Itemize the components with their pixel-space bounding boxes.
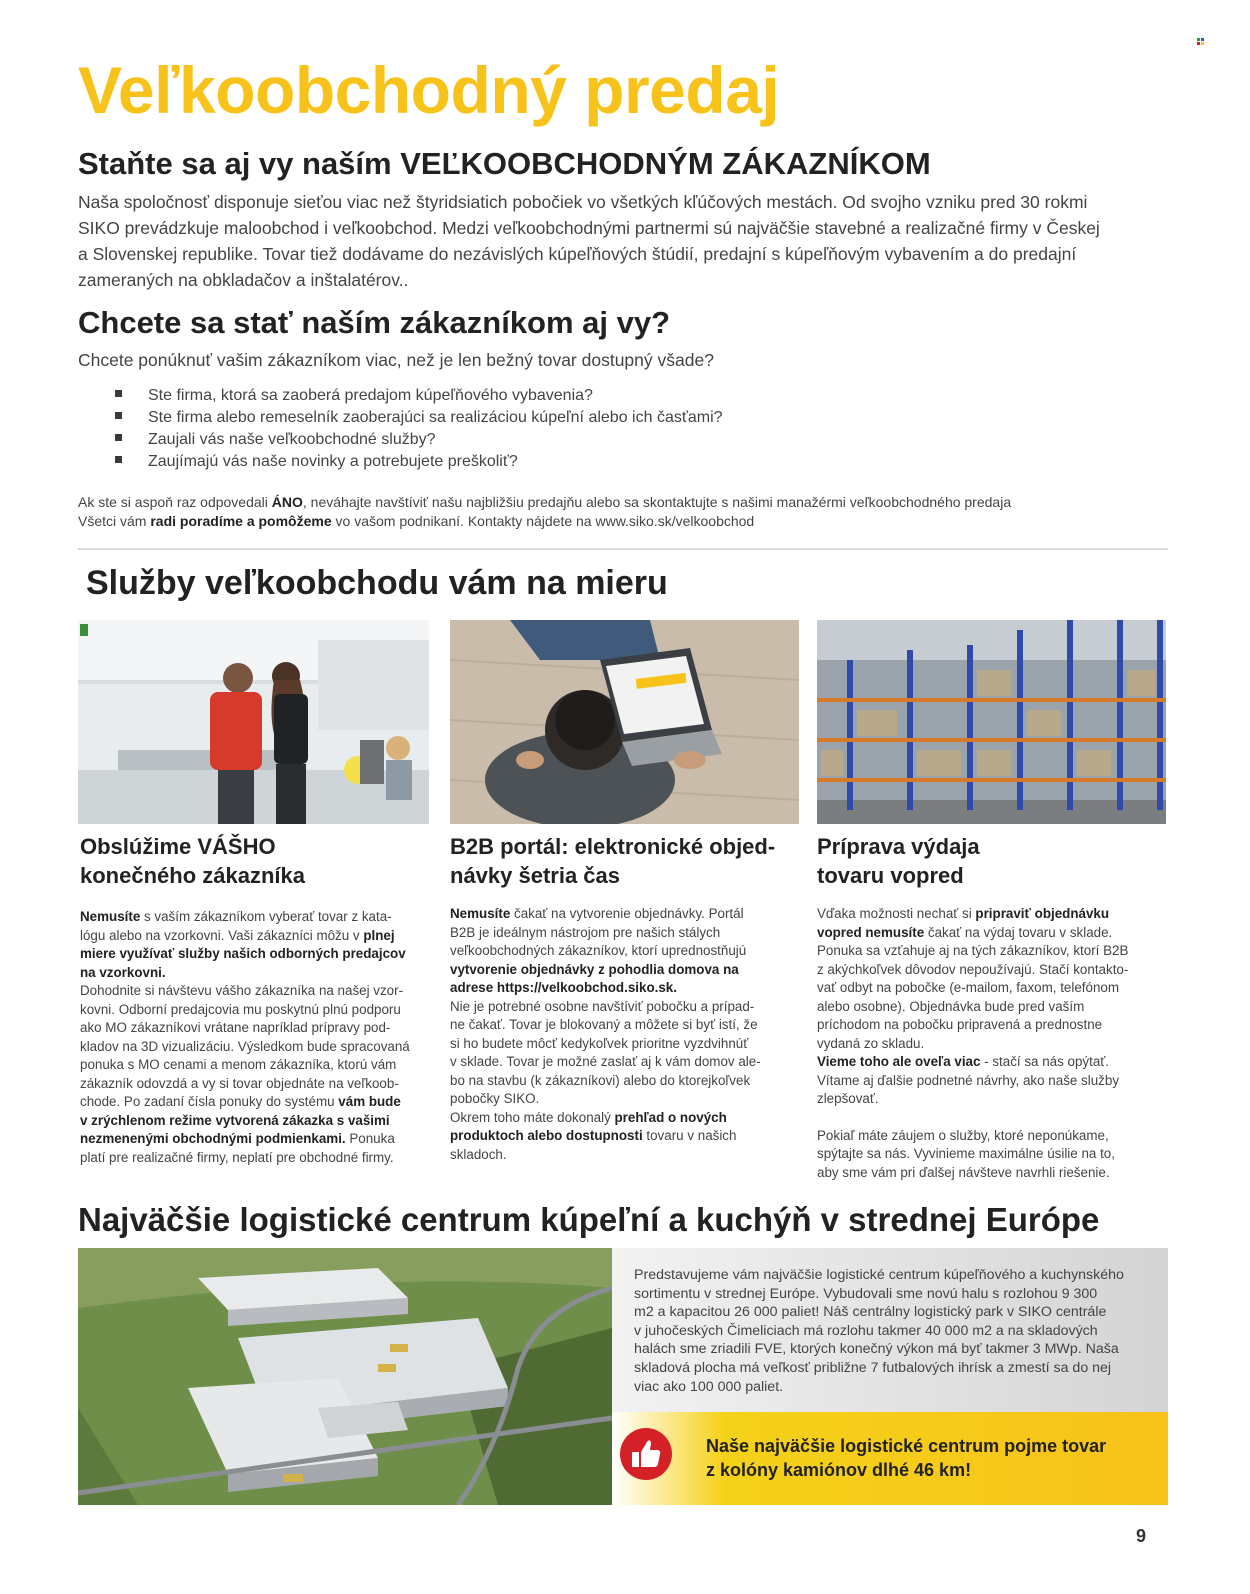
body-text: z akýchkoľvek dôvodov nepoužívajú. Stačí kontakto- <box>817 961 1129 977</box>
body-text: ako MO zákazníkovi vrátane napríklad prípravy pod- <box>80 1020 391 1035</box>
body-text: aby sme vám pri ďalšej návšteve navrhli riešenie. <box>817 1164 1110 1180</box>
showroom-photo <box>78 620 429 824</box>
intro-line: a Slovenskej republike. Tovar tiež dodávame do nezávislých kúpeľňových štúdií, predajní s kúpeľňovým vybavením a do predajní <box>78 244 1077 264</box>
text-line <box>817 1164 1128 1183</box>
note-line <box>78 493 1011 512</box>
text-line <box>450 1109 761 1128</box>
note-emphasis: ÁNO <box>271 494 303 510</box>
service-title-line: tovaru vopred <box>817 863 964 888</box>
logistics-line: halách sme zriadili FVE, ktorých konečný výkon má byť takmer 3 MWp. Naša <box>634 1341 1119 1358</box>
section-divider <box>78 548 1168 550</box>
text-line <box>80 982 410 1001</box>
services-heading: Služby veľkoobchodu vám na mieru <box>86 564 668 602</box>
logistics-line: skladová plocha má veľkosť približne 7 futbalových ihrísk a zmestí sa do nej <box>634 1359 1112 1376</box>
text-line <box>450 1053 761 1072</box>
body-text: lógu alebo na vzorkovni. Vaši zákazníci môžu v <box>80 927 364 943</box>
body-text: v sklade. Tovar je možné zaslať aj k vám domov ale- <box>450 1054 761 1069</box>
aerial-photo <box>78 1248 612 1505</box>
body-text: vydaná zo skladu. <box>817 1035 925 1051</box>
emphasis-text: vám bude <box>338 1094 401 1109</box>
intro-paragraph <box>78 189 1100 293</box>
body-text: zákazník odovzdá a vy si tovar objednáte na veľkoob- <box>80 1075 399 1091</box>
body-text: vať odbyt na pobočke (e-mailom, faxom, telefónom <box>817 980 1119 995</box>
text-line <box>80 1019 410 1038</box>
body-text: ponuka s MO cenami a menom zákazníka, ktorú vám <box>80 1057 397 1072</box>
service-title-2 <box>450 832 775 890</box>
text-line <box>450 1016 761 1035</box>
emphasis-text: plnej <box>363 927 395 943</box>
square-bullet-icon <box>115 390 122 397</box>
body-text: kladov na 3D vizualizáciu. Výsledkom bude spracovaná <box>80 1038 410 1054</box>
warehouse-photo <box>817 620 1166 824</box>
highlight-line: z kolóny kamiónov dlhé 46 km! <box>706 1460 972 1480</box>
note-line <box>78 512 1011 531</box>
logistics-line: m2 a kapacitou 26 000 paliet! Náš centrálny logistický park v SIKO centrále <box>634 1304 1107 1321</box>
body-text: príchodom na pobočku pripravená a prednostne <box>817 1017 1103 1032</box>
list-item <box>115 429 723 451</box>
logistics-heading: Najväčšie logistické centrum kúpeľní a kuchýň v strednej Európe <box>78 1201 1100 1238</box>
text-line <box>80 945 410 964</box>
note-text: Všetci vám <box>78 513 151 529</box>
body-text: skladoch. <box>450 1146 507 1162</box>
emphasis-text: vytvorenie objednávky z pohodlia domova na <box>450 961 739 977</box>
body-text: bo na stavbu (k zákazníkovi) alebo do ktorejkoľvek <box>450 1072 751 1088</box>
join-question: Chcete ponúknuť vašim zákazníkom viac, než je len bežný tovar dostupný všade? <box>78 350 714 370</box>
note-text: Ak ste si aspoň raz odpovedali <box>78 494 272 510</box>
body-text: Okrem toho máte dokonalý <box>450 1109 615 1125</box>
text-line <box>817 1072 1128 1091</box>
list-item <box>115 451 723 473</box>
emphasis-text: Nemusíte <box>450 906 511 921</box>
text-line <box>450 1090 761 1109</box>
text-line <box>450 905 761 924</box>
body-text: tovaru v našich <box>642 1128 737 1143</box>
text-line <box>450 942 761 961</box>
emphasis-text: miere využívať služby našich odborných predajcov <box>80 946 406 961</box>
logistics-line: sortimentu v strednej Európe. Vybudovali sme novú halu s rozlohou 9 300 <box>634 1285 1098 1302</box>
body-text: kovni. Odborní predajcovia mu poskytnú plnú podporu <box>80 1001 401 1017</box>
text-line <box>817 1035 1128 1054</box>
page-number: 9 <box>1136 1526 1147 1546</box>
text-line <box>80 964 410 983</box>
service-text-3 <box>817 905 1128 1182</box>
service-title-line: konečného zákazníka <box>80 863 305 888</box>
text-line <box>817 979 1128 998</box>
join-bullet-list <box>115 385 723 473</box>
bullet-text: Ste firma, ktorá sa zaoberá predajom kúpeľňového vybavenia? <box>148 387 593 404</box>
text-line <box>450 979 761 998</box>
emphasis-text: nezmenenými obchodnými podmienkami. <box>80 1131 346 1146</box>
text-line <box>450 1035 761 1054</box>
text-line <box>817 905 1128 924</box>
text-line <box>450 924 761 943</box>
note-link-text: vo vašom podnikaní. Kontakty nájdete na www.siko.sk/velkoobchod <box>331 513 755 529</box>
intro-line: zameraných na obkladačov a inštalatérov.. <box>78 270 409 290</box>
text-line <box>817 1053 1128 1072</box>
text-line <box>450 1146 761 1165</box>
intro-line: Naša spoločnosť disponuje sieťou viac než štyridsiatich pobočiek vo všetkých kľúčových mestách. Od svojho vzniku pred 30 rokmi <box>78 192 1088 212</box>
body-text: platí pre realizačné firmy, neplatí pre obchodné firmy. <box>80 1149 394 1165</box>
laptop-photo <box>450 620 799 824</box>
logistics-line: Predstavujeme vám najväčšie logistické centrum kúpeľňového a kuchynského <box>634 1267 1124 1283</box>
body-text: čakať na vytvorenie objednávky. Portál <box>510 906 744 921</box>
text-line <box>80 927 410 946</box>
service-title-3 <box>817 832 980 890</box>
emphasis-text: Vieme toho ale oveľa viac <box>817 1054 981 1069</box>
text-line <box>80 1038 410 1057</box>
body-text: pobočky SIKO. <box>450 1091 540 1106</box>
brand-mark-icon <box>1197 32 1204 39</box>
body-text: alebo osobne). Objednávka bude pred vaším <box>817 998 1085 1014</box>
text-line <box>817 1090 1128 1109</box>
text-line <box>817 942 1128 961</box>
text-line <box>450 961 761 980</box>
emphasis-text: v zrýchlenom režime vytvorená zákazka s vašimi <box>80 1112 390 1128</box>
emphasis-text: na vzorkovni. <box>80 964 166 980</box>
note-text: , neváhajte navštíviť našu najbližšiu predajňu alebo sa skontaktujte s našimi manažérmi veľkoobchodného predaja <box>302 494 1012 510</box>
body-text: ne čakať. Tovar je blokovaný a môžete si byť istí, že <box>450 1017 758 1032</box>
text-line <box>817 961 1128 980</box>
text-line <box>80 1130 410 1149</box>
text-line <box>80 1075 410 1094</box>
body-text: chode. Po zadaní čísla ponuky do systému <box>80 1094 339 1109</box>
body-text: Ponuka sa vzťahuje aj na tých zákazníkov, ktorí B2B <box>817 943 1129 958</box>
body-text: čakať na výdaj tovaru v sklade. <box>924 924 1113 940</box>
paragraph-gap <box>817 1109 1128 1127</box>
emphasis-text: vopred nemusíte <box>817 924 925 940</box>
contact-note <box>78 493 1011 531</box>
intro-heading: Staňte sa aj vy naším VEĽKOOBCHODNÝM ZÁKAZNÍKOM <box>78 146 931 181</box>
bullet-text: Zaujímajú vás naše novinky a potrebujete preškoliť? <box>148 453 518 470</box>
body-text: zlepšovať. <box>817 1091 879 1106</box>
body-text: Vítame aj ďalšie podnetné návrhy, ako naše služby <box>817 1072 1120 1088</box>
body-text: B2B je ideálnym nástrojom pre našich stálych <box>450 924 721 940</box>
logistics-info-panel <box>612 1248 1168 1412</box>
text-line <box>80 1149 410 1168</box>
body-text: si ho budete môcť kedykoľvek prioritne vyzdvihnúť <box>450 1035 749 1051</box>
logistics-highlight-text <box>706 1434 1106 1482</box>
text-line <box>817 1145 1128 1164</box>
list-item <box>115 407 723 429</box>
text-line <box>450 1072 761 1091</box>
text-line <box>450 998 761 1017</box>
note-emphasis: radi poradíme a pomôžeme <box>150 513 332 529</box>
logistics-line: v juhočeských Čimeliciach má rozlohu takmer 40 000 m2 a na skladových <box>634 1322 1098 1339</box>
logistics-text <box>634 1266 1124 1396</box>
join-heading: Chcete sa stať naším zákazníkom aj vy? <box>78 305 671 340</box>
logistics-line: viac ako 100 000 paliet. <box>634 1378 784 1395</box>
text-line <box>80 1093 410 1112</box>
service-text-2 <box>450 905 761 1164</box>
service-title-line: Obslúžime VÁŠHO <box>80 834 276 859</box>
square-bullet-icon <box>115 456 122 463</box>
text-line <box>450 1127 761 1146</box>
emphasis-text: Nemusíte <box>80 909 141 924</box>
text-line <box>80 1112 410 1131</box>
intro-line: SIKO prevádzkuje maloobchod i veľkoobchod. Medzi veľkoobchodnými partnermi sú najväčšie stavebné a realizačné firmy v Českej <box>78 218 1100 238</box>
text-line <box>817 1016 1128 1035</box>
thumbs-up-icon <box>620 1428 672 1480</box>
text-line <box>80 1056 410 1075</box>
text-line <box>817 924 1128 943</box>
service-title-line: Príprava výdaja <box>817 834 980 859</box>
emphasis-text: produktoch alebo dostupnosti <box>450 1128 643 1143</box>
body-text: Nie je potrebné osobne navštíviť pobočku a prípad- <box>450 998 755 1014</box>
service-title-1 <box>80 832 305 890</box>
emphasis-text: pripraviť objednávku <box>975 906 1110 921</box>
text-line <box>817 998 1128 1017</box>
emphasis-text: adrese https://velkoobchod.siko.sk. <box>450 980 677 995</box>
emphasis-text: prehľad o nových <box>614 1109 727 1125</box>
square-bullet-icon <box>115 412 122 419</box>
page-title: Veľkoobchodný predaj <box>78 53 780 127</box>
body-text: Dohodnite si návštevu vášho zákazníka na našej vzor- <box>80 983 404 998</box>
body-text: - stačí sa nás opýtať. <box>980 1054 1110 1069</box>
bullet-text: Ste firma alebo remeselník zaoberajúci sa realizáciou kúpeľní alebo ich časťami? <box>148 409 723 426</box>
bullet-text: Zaujali vás naše veľkoobchodné služby? <box>148 431 436 448</box>
service-text-1 <box>80 908 410 1167</box>
body-text: Pokiaľ máte záujem o služby, ktoré neponúkame, <box>817 1127 1109 1143</box>
body-text: Vďaka možnosti nechať si <box>817 906 976 921</box>
body-text: spýtajte sa nás. Vyvinieme maximálne úsilie na to, <box>817 1146 1115 1161</box>
body-text: veľkoobchodných zákazníkov, ktorí uprednostňujú <box>450 943 747 958</box>
body-text: Ponuka <box>345 1131 395 1146</box>
list-item <box>115 385 723 407</box>
text-line <box>817 1127 1128 1146</box>
service-title-line: návky šetria čas <box>450 863 621 888</box>
body-text: s vaším zákazníkom vyberať tovar z kata- <box>140 909 392 924</box>
text-line <box>80 908 410 927</box>
square-bullet-icon <box>115 434 122 441</box>
service-title-line: B2B portál: elektronické objed- <box>450 834 776 859</box>
highlight-line: Naše najväčšie logistické centrum pojme tovar <box>706 1436 1107 1456</box>
text-line <box>80 1001 410 1020</box>
